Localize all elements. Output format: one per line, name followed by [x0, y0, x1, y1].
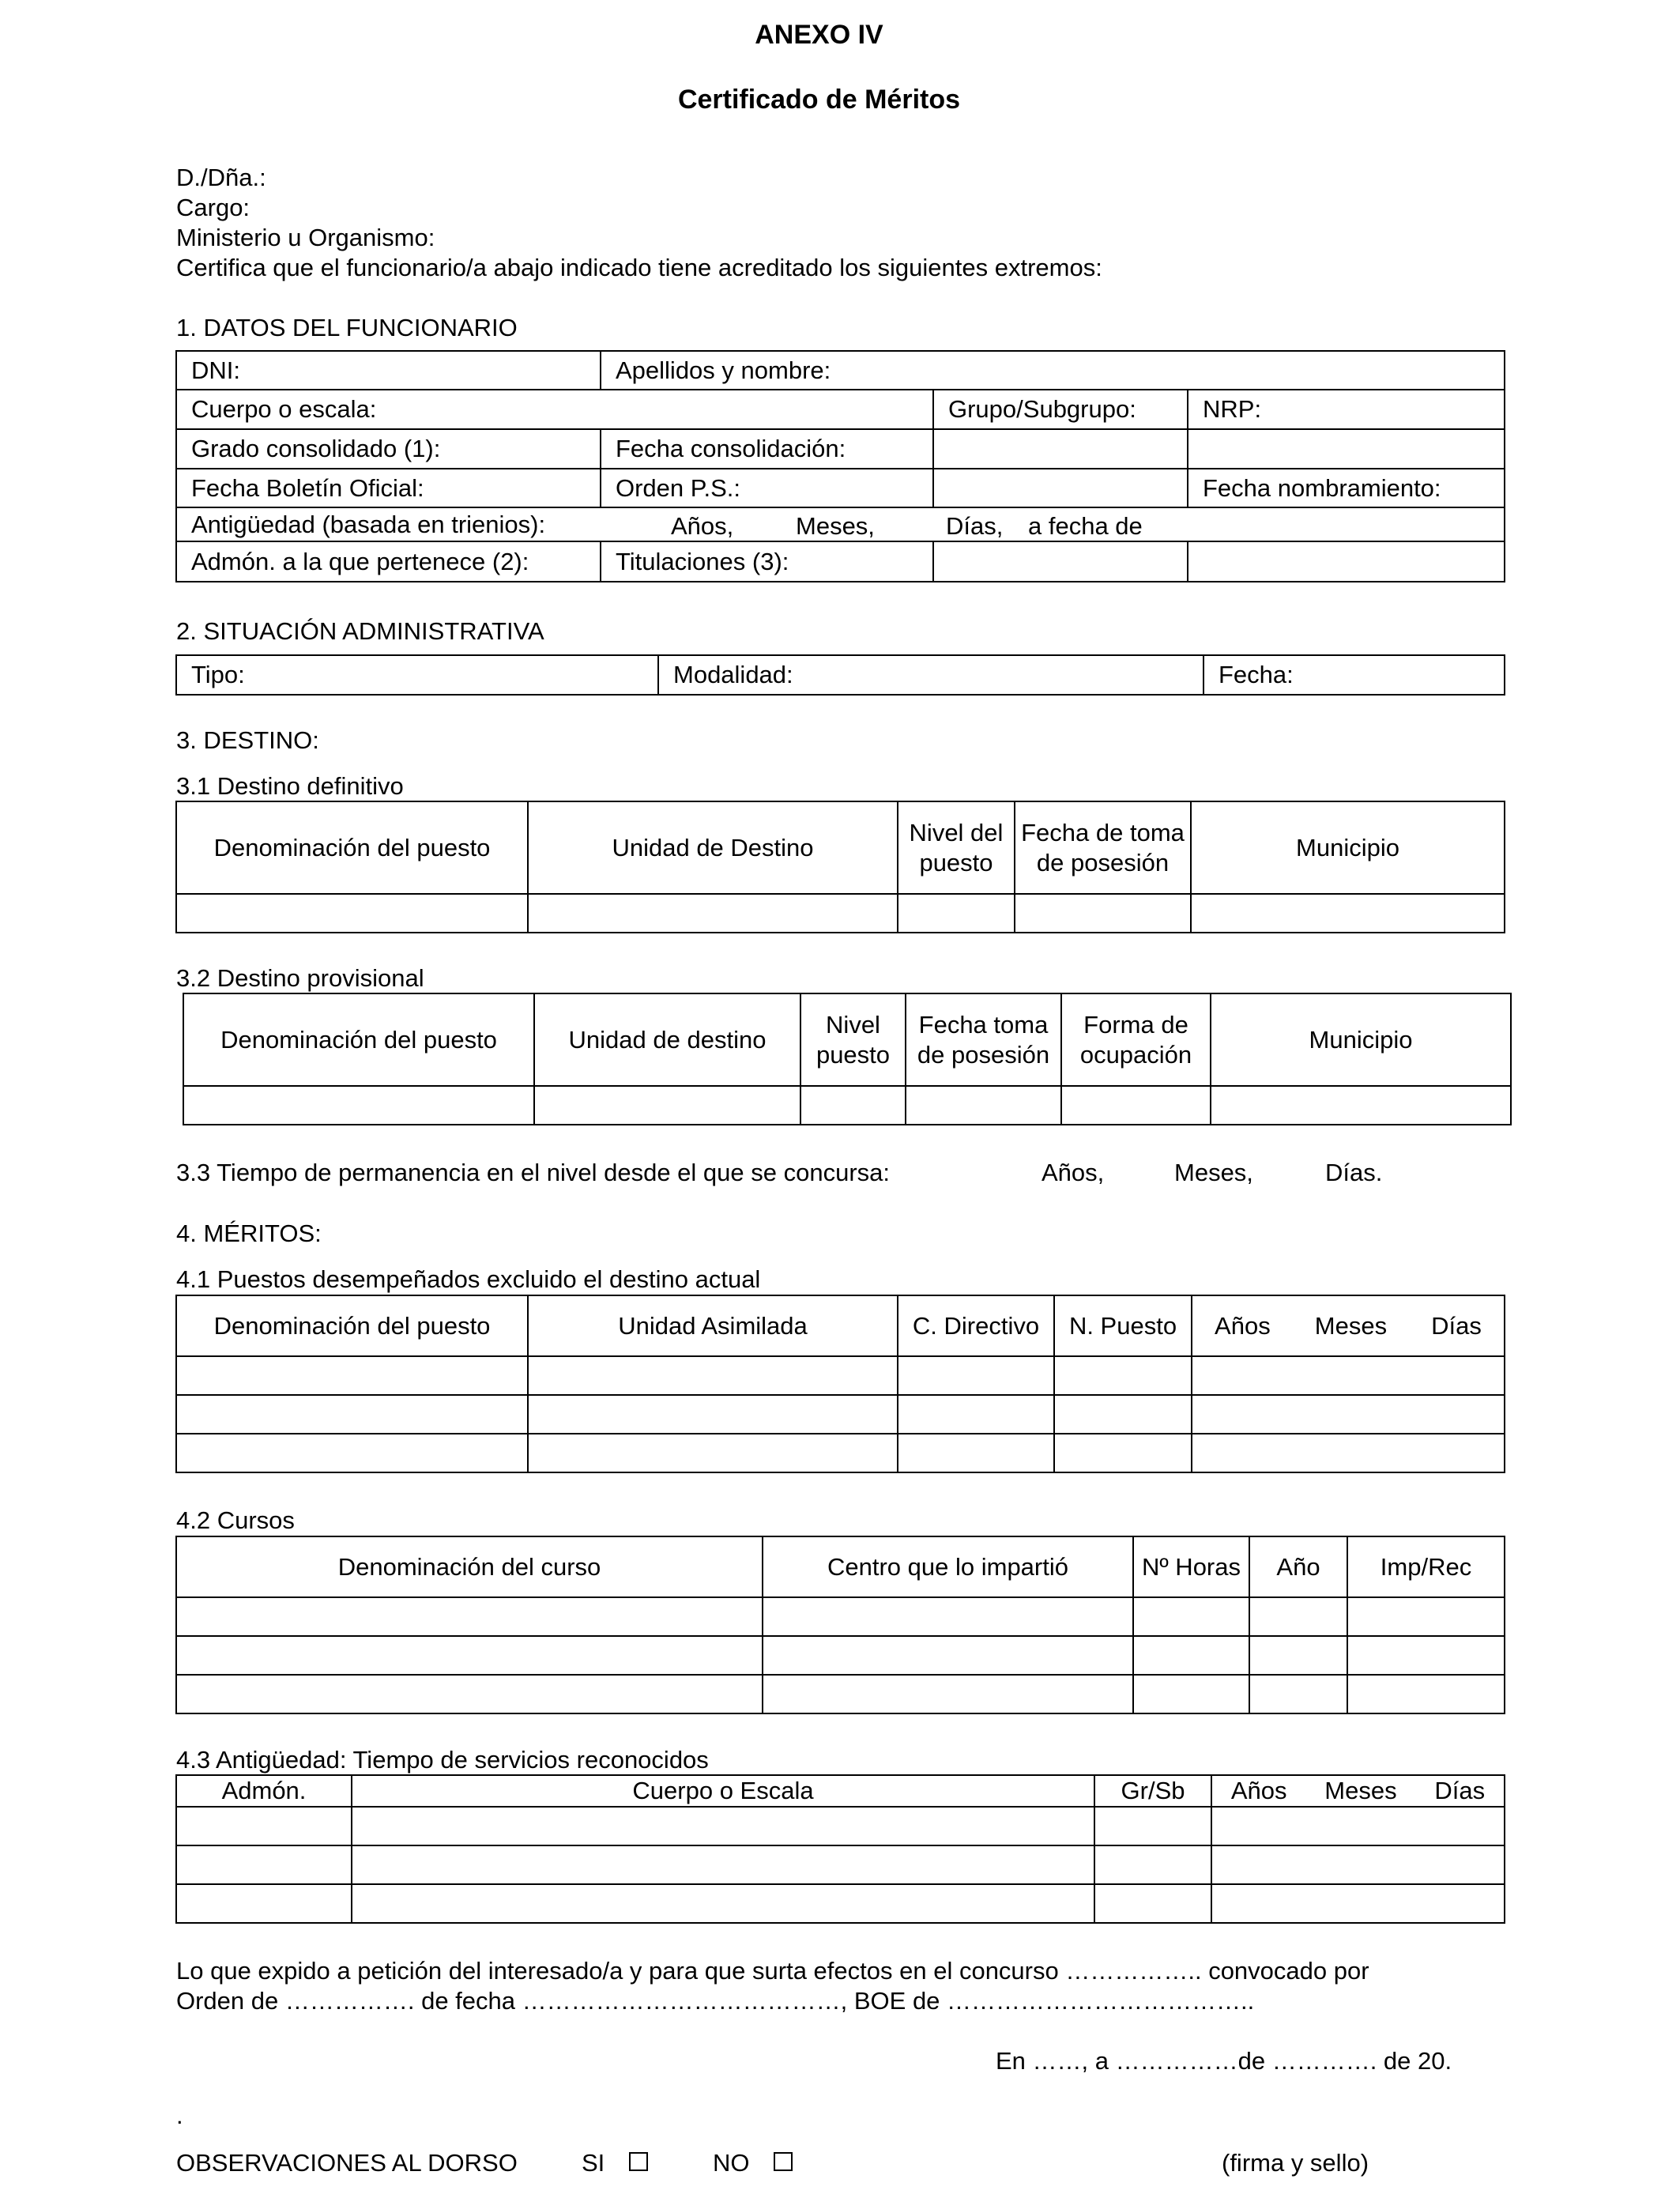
table-cell[interactable]: [1211, 1884, 1505, 1923]
header-municipio: Municipio: [1191, 801, 1505, 894]
table-cell[interactable]: [1094, 1884, 1211, 1923]
table-cell[interactable]: [1347, 1597, 1505, 1636]
si-label: SI: [582, 2149, 605, 2177]
intro-ministerio: Ministerio u Organismo:: [176, 224, 435, 251]
orden-cell[interactable]: Orden P.S.:: [601, 469, 933, 507]
header-anos: Años: [1230, 1777, 1287, 1805]
header-tiempo: [1192, 1295, 1505, 1356]
table-cell[interactable]: [183, 1086, 534, 1125]
table-cell[interactable]: [1015, 894, 1191, 933]
table-cell[interactable]: [176, 1434, 528, 1472]
no-checkbox[interactable]: [774, 2152, 793, 2171]
tipo-cell[interactable]: Tipo:: [176, 655, 658, 695]
header-dias: Días: [1434, 1777, 1486, 1805]
cuerpo-cell[interactable]: Cuerpo o escala:: [176, 390, 933, 429]
header-nivel: Nivel del puesto: [898, 801, 1015, 894]
table-cell[interactable]: [1054, 1395, 1192, 1434]
antiguedad-fecha-de: a fecha de: [1028, 512, 1143, 540]
permanencia-meses: Meses,: [1174, 1159, 1253, 1186]
nrp-cell[interactable]: NRP:: [1188, 390, 1505, 429]
empty-cell[interactable]: [933, 429, 1188, 469]
antiguedad-table: [175, 1774, 1505, 1924]
situacion-table: [175, 654, 1505, 696]
header-admon: Admón.: [176, 1775, 352, 1807]
datos-funcionario-table: [175, 350, 1505, 582]
fecha-consolidacion-cell[interactable]: Fecha consolidación:: [601, 429, 933, 469]
intro-cargo: Cargo:: [176, 194, 250, 221]
titulaciones-cell[interactable]: Titulaciones (3):: [601, 541, 933, 582]
table-cell[interactable]: [763, 1597, 1133, 1636]
table-cell[interactable]: [898, 894, 1015, 933]
table-cell[interactable]: [1249, 1636, 1347, 1675]
section-3-heading: 3. DESTINO:: [176, 726, 319, 754]
grado-cell[interactable]: Grado consolidado (1):: [176, 429, 601, 469]
firma-label: (firma y sello): [1222, 2149, 1369, 2177]
puestos-table: [175, 1295, 1505, 1473]
table-cell[interactable]: [1211, 1807, 1505, 1845]
si-option[interactable]: [582, 2148, 648, 2177]
table-cell[interactable]: [898, 1356, 1054, 1395]
table-cell[interactable]: [898, 1395, 1054, 1434]
table-cell[interactable]: [176, 894, 528, 933]
section-3-3-text: 3.3 Tiempo de permanencia en el nivel desde el que se concursa:: [176, 1159, 891, 1186]
antiguedad-row[interactable]: [176, 507, 1505, 541]
header-dias: Días: [1431, 1311, 1482, 1340]
table-cell[interactable]: [1249, 1597, 1347, 1636]
no-option[interactable]: [713, 2148, 793, 2177]
table-cell[interactable]: [176, 1356, 528, 1395]
closing-line-2: Orden de ……………. de fecha …………………………………, BOE de ………………………………..: [176, 1987, 1255, 2015]
intro-certifica: Certifica que el funcionario/a abajo indicado tiene acreditado los siguientes extremos:: [176, 254, 1102, 281]
header-municipio: Municipio: [1211, 993, 1511, 1086]
si-checkbox[interactable]: [629, 2152, 648, 2171]
empty-cell[interactable]: [933, 469, 1188, 507]
header-forma: Forma de ocupación: [1061, 993, 1211, 1086]
header-n-puesto: N. Puesto: [1054, 1295, 1192, 1356]
header-fecha-toma: Fecha toma de posesión: [906, 993, 1061, 1086]
apellidos-cell[interactable]: Apellidos y nombre:: [601, 351, 1505, 390]
modalidad-cell[interactable]: Modalidad:: [658, 655, 1203, 695]
table-cell[interactable]: [176, 1807, 352, 1845]
grupo-cell[interactable]: Grupo/Subgrupo:: [933, 390, 1188, 429]
antiguedad-anos: Años,: [671, 512, 734, 540]
table-cell[interactable]: [1054, 1356, 1192, 1395]
section-3-1-heading: 3.1 Destino definitivo: [176, 772, 404, 800]
table-cell[interactable]: [1061, 1086, 1211, 1125]
antiguedad-label: Antigüedad (basada en trienios):: [191, 510, 546, 538]
page-title: ANEXO IV: [755, 20, 883, 50]
header-nivel: Nivel puesto: [800, 993, 906, 1086]
table-cell[interactable]: [1192, 1434, 1505, 1472]
section-4-1-heading: 4.1 Puestos desempeñados excluido el destino actual: [176, 1265, 761, 1293]
table-cell[interactable]: [352, 1807, 1094, 1845]
header-denominacion: Denominación del puesto: [176, 801, 528, 894]
table-cell[interactable]: [1133, 1597, 1249, 1636]
section-2-heading: 2. SITUACIÓN ADMINISTRATIVA: [176, 617, 544, 645]
table-cell[interactable]: [176, 1395, 528, 1434]
table-cell[interactable]: [1094, 1807, 1211, 1845]
table-cell[interactable]: [176, 1636, 763, 1675]
header-denominacion: Denominación del puesto: [176, 1295, 528, 1356]
header-centro: Centro que lo impartió: [763, 1536, 1133, 1597]
section-3-2-heading: 3.2 Destino provisional: [176, 964, 424, 992]
table-cell[interactable]: [528, 1434, 898, 1472]
header-anos: Años: [1215, 1311, 1271, 1340]
table-cell[interactable]: [1249, 1675, 1347, 1713]
no-label: NO: [713, 2149, 750, 2177]
table-cell[interactable]: [906, 1086, 1061, 1125]
table-cell[interactable]: [1211, 1845, 1505, 1884]
table-cell[interactable]: [1133, 1675, 1249, 1713]
table-cell[interactable]: [528, 1356, 898, 1395]
closing-line-1: Lo que expido a petición del interesado/a y para que surta efectos en el concurso …………….. convocado por: [176, 1957, 1369, 1985]
permanencia-anos: Años,: [1042, 1159, 1105, 1186]
page-subtitle: Certificado de Méritos: [677, 85, 961, 115]
table-cell[interactable]: [1094, 1845, 1211, 1884]
table-cell[interactable]: [1347, 1675, 1505, 1713]
table-cell[interactable]: [1192, 1356, 1505, 1395]
destino-provisional-table: [183, 993, 1512, 1125]
table-cell[interactable]: [1133, 1636, 1249, 1675]
observaciones-label: OBSERVACIONES AL DORSO: [176, 2149, 518, 2177]
cursos-table: [175, 1536, 1505, 1714]
header-unidad: Unidad de destino: [534, 993, 800, 1086]
permanencia-dias: Días.: [1325, 1159, 1383, 1186]
antiguedad-meses: Meses,: [796, 512, 875, 540]
table-cell[interactable]: [528, 894, 898, 933]
section-4-2-heading: 4.2 Cursos: [176, 1506, 295, 1534]
section-1-heading: 1. DATOS DEL FUNCIONARIO: [176, 314, 518, 341]
empty-cell[interactable]: [1188, 429, 1505, 469]
dni-cell[interactable]: DNI:: [176, 351, 601, 390]
table-cell[interactable]: [1211, 1086, 1511, 1125]
table-cell[interactable]: [898, 1434, 1054, 1472]
table-cell[interactable]: [1192, 1395, 1505, 1434]
table-cell[interactable]: [176, 1675, 763, 1713]
table-cell[interactable]: [1054, 1434, 1192, 1472]
table-cell[interactable]: [528, 1395, 898, 1434]
table-cell[interactable]: [763, 1636, 1133, 1675]
header-meses: Meses: [1314, 1311, 1388, 1340]
antiguedad-dias: Días,: [946, 512, 1004, 540]
header-c-directivo: C. Directivo: [898, 1295, 1054, 1356]
section-4-heading: 4. MÉRITOS:: [176, 1220, 322, 1247]
admon-cell[interactable]: Admón. a la que pertenece (2):: [176, 541, 601, 582]
header-fecha-toma: Fecha de toma de posesión: [1015, 801, 1191, 894]
stray-dot: .: [176, 2102, 183, 2129]
intro-name: D./Dña.:: [176, 164, 266, 191]
fecha-nombramiento-cell[interactable]: Fecha nombramiento:: [1188, 469, 1505, 507]
table-cell[interactable]: [534, 1086, 800, 1125]
empty-cell[interactable]: [933, 541, 1188, 582]
table-cell[interactable]: [352, 1884, 1094, 1923]
place-date: En ……, a ……………de …………. de 20.: [996, 2047, 1452, 2075]
fecha-cell[interactable]: Fecha:: [1203, 655, 1505, 695]
table-cell[interactable]: [352, 1845, 1094, 1884]
table-cell[interactable]: [176, 1597, 763, 1636]
header-unidad: Unidad Asimilada: [528, 1295, 898, 1356]
header-cuerpo: Cuerpo o Escala: [352, 1775, 1094, 1807]
header-imp-rec: Imp/Rec: [1347, 1536, 1505, 1597]
table-cell[interactable]: [176, 1884, 352, 1923]
header-curso: Denominación del curso: [176, 1536, 763, 1597]
table-cell[interactable]: [763, 1675, 1133, 1713]
table-cell[interactable]: [1347, 1636, 1505, 1675]
header-gr-sb: Gr/Sb: [1094, 1775, 1211, 1807]
table-cell[interactable]: [800, 1086, 906, 1125]
header-denominacion: Denominación del puesto: [183, 993, 534, 1086]
header-horas: Nº Horas: [1133, 1536, 1249, 1597]
header-ano: Año: [1249, 1536, 1347, 1597]
destino-definitivo-table: [175, 801, 1505, 933]
fecha-boletin-cell[interactable]: Fecha Boletín Oficial:: [176, 469, 601, 507]
empty-cell[interactable]: [1188, 541, 1505, 582]
header-tiempo: [1211, 1775, 1505, 1807]
header-meses: Meses: [1324, 1777, 1397, 1805]
table-cell[interactable]: [176, 1845, 352, 1884]
header-unidad: Unidad de Destino: [528, 801, 898, 894]
section-4-3-heading: 4.3 Antigüedad: Tiempo de servicios reconocidos: [176, 1746, 709, 1774]
table-cell[interactable]: [1191, 894, 1505, 933]
